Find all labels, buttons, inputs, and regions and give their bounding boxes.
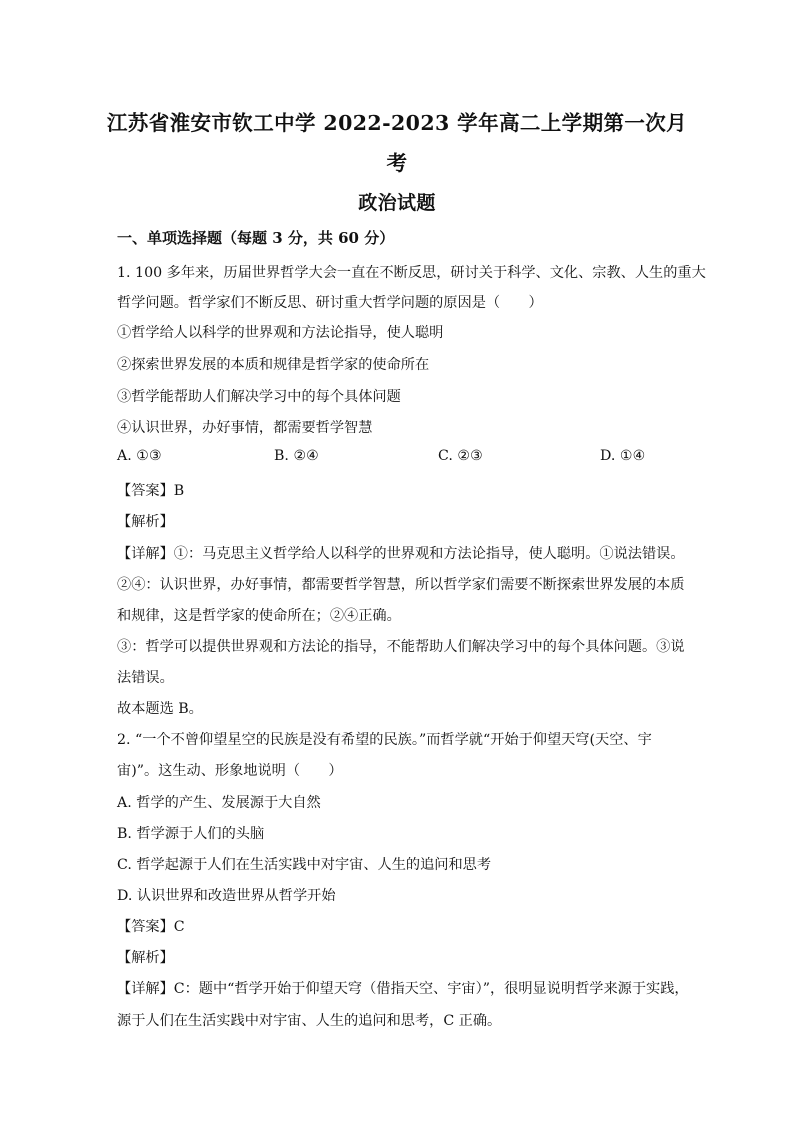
q2-option-b: B. 哲学源于人们的头脑	[117, 826, 265, 842]
q2-stem-line1: 2. “一个不曾仰望星空的民族是没有希望的民族。”而哲学就“开始于仰望天穹(天空、宇	[117, 732, 652, 748]
q1-detail-line3: 和规律，这是哲学家的使命所在；②④正确。	[117, 608, 401, 624]
q1-detail-line1: 【详解】①：马克思主义哲学给人以科学的世界观和方法论指导，使人聪明。①说法错误。	[117, 546, 685, 562]
q2-analysis-label: 【解析】	[117, 950, 174, 966]
doc-title-line1: 江苏省淮安市钦工中学 2022-2023 学年高二上学期第一次月	[106, 111, 688, 135]
q1-analysis-label: 【解析】	[117, 514, 174, 530]
q1-statement-2: ②探索世界发展的本质和规律是哲学家的使命所在	[117, 357, 430, 373]
q1-statement-1: ①哲学给人以科学的世界观和方法论指导，使人聪明	[117, 325, 444, 341]
doc-subtitle: 政治试题	[358, 192, 436, 214]
q2-stem-line2: 宙)”。这生动、形象地说明（ ）	[117, 763, 343, 779]
q2-option-a: A. 哲学的产生、发展源于大自然	[117, 795, 321, 811]
q1-detail-line2: ②④：认识世界，办好事情，都需要哲学智慧，所以哲学家们需要不断探索世界发展的本质	[117, 577, 685, 593]
q2-answer: 【答案】C	[117, 919, 185, 935]
q1-stem-line2: 哲学问题。哲学家们不断反思、研讨重大哲学问题的原因是（ ）	[117, 295, 543, 311]
q1-option-a: A. ①③	[117, 448, 162, 464]
q2-option-c: C. 哲学起源于人们在生活实践中对宇宙、人生的追问和思考	[117, 857, 492, 873]
q1-option-d: D. ①④	[600, 448, 646, 464]
q1-stem-line1: 1. 100 多年来，历届世界哲学大会一直在不断反思，研讨关于科学、文化、宗教、人生的重大	[117, 265, 706, 281]
doc-title-line2: 考	[386, 151, 408, 175]
q2-detail-line2: 源于人们在生活实践中对宇宙、人生的追问和思考，C 正确。	[117, 1013, 502, 1029]
q2-option-d: D. 认识世界和改造世界从哲学开始	[117, 888, 336, 904]
q1-option-c: C. ②③	[438, 448, 483, 464]
section-heading: 一、单项选择题（每题 3 分，共 60 分）	[117, 229, 395, 247]
q1-statement-4: ④认识世界，办好事情，都需要哲学智慧	[117, 420, 373, 436]
q1-detail-line5: 法错误。	[117, 670, 174, 686]
q1-detail-line4: ③：哲学可以提供世界观和方法论的指导，不能帮助人们解决学习中的每个具体问题。③说	[117, 639, 685, 655]
q1-answer: 【答案】B	[117, 483, 185, 499]
q1-statement-3: ③哲学能帮助人们解决学习中的每个具体问题	[117, 389, 401, 405]
q1-conclusion: 故本题选 B。	[117, 701, 203, 717]
q1-option-b: B. ②④	[274, 448, 319, 464]
q2-detail-line1: 【详解】C：题中“哲学开始于仰望天穹（借指天空、宇宙）”，很明显说明哲学来源于实践，	[117, 981, 689, 997]
